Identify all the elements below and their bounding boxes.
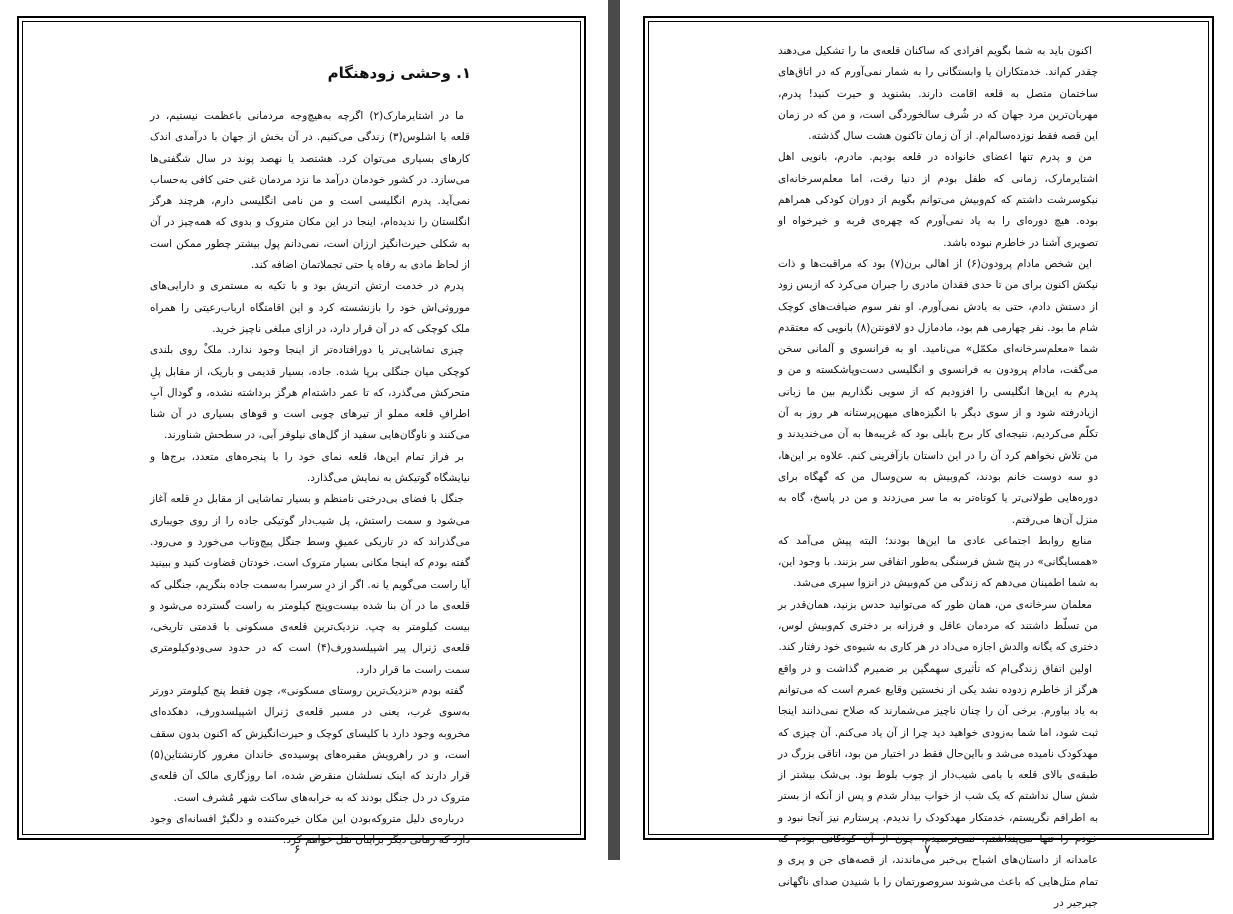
paragraph: چیزی تماشایی‌تر یا دورافتاده‌تر از اینجا وجود ندارد. ملکْ روی بلندی کوچکی میان جنگلی برپا شده. جاده، بسیار قدیمی و باریک، از مقابل پلِ متحرکش می‌گذرد، که تا عمر داشته‌ام هرگز برداشته نشده، و گودال آبِ اطرافِ قلعه مملو از تیرهای چوبی است و قوهای بسیاری در آن شنا می‌کنند و ناوگان‌هایی سفید از گل‌های نیلوفر آبی، در سطحش شناورند.	[150, 344, 470, 442]
right-page-text	[778, 41, 1098, 914]
paragraph: منابع روابط اجتماعی عادی ما این‌ها بودند؛ البته پیش می‌آمد که «همسایگانی» در پنج شش فرسنگی به‌طور اتفاقی سر بزنند. با وجود این، به شما اطمینان می‌دهم که زندگی من کم‌وبیش در انزوا سپری می‌شد.	[778, 534, 1098, 590]
paragraph: اولین اتفاق زندگی‌ام که تأثیری سهمگین بر ضمیرم گذاشت و در واقع هرگز از خاطرم زدوده نشد یکی از نخستین وقایع عمرم است که می‌توانم به یاد بیاورم. برخی آن را چنان ناچیز می‌شمارند که صلاح نمی‌دانند اینجا ثبت شود، اما شما به‌زودی خواهید دید چرا از آن یاد می‌کنم. آن چیزی که مهدکودک نامیده می‌شد و بااین‌حال فقط در اختیار من بود، اتاقی بزرگ در طبقه‌ی بالای قلعه با بامی شیب‌دار از چوب بلوط بود. بی‌شک بیشتر از شش سال نداشتم که یک شب از خواب بیدار شدم و پس از آنکه از بستر به اطرافم نگریستم، خدمتکار مهدکودک را ندیدم. پرستارم نیز آنجا نبود و خودم را تنها می‌پنداشتم. نمی‌ترسیدم، چون از آن کودکانی بودم که عامدانه از داستان‌های اشباح بی‌خبر می‌ماندند، از قصه‌های جن و پری و تمام متل‌هایی که باعث می‌شوند سروصورتمان را با شنیدن صدای ناگهانی جیرجیر در	[778, 662, 1098, 909]
paragraph: این شخص مادام پرودون(۶) از اهالی برن(۷) بود که مراقبت‌ها و ذات نیکش اکنون برای من تا حدی فقدان مادری را جبران می‌کرد که ازبس زود از دستش دادم، حتی به یادش نمی‌آورم. او نفر سوم ضیافت‌های کوچک شام ما بود. نفر چهارمی هم بود، مادمازل دو لافونتن(۸) بانویی که معتقدم شما «معلم‌سرخانه‌ای مکمّل» می‌نامید. او به فرانسوی و آلمانی سخن می‌گفت، مادام پرودون به فرانسوی و انگلیسی دست‌وپاشکسته و من و پدرم به این‌ها انگلیسی را افزودیم که از سویی نگذاریم بین ما زبانی ازیادرفته شود و از سوی دیگر با انگیزه‌های میهن‌پرستانه هر روز به آن تکلّم می‌کردیم. نتیجه‌ای کار برج بابلی بود که غریبه‌ها به آن می‌خندیدند و من تلاش نخواهم کرد آن را در این داستان بازآفرینی کنم. علاوه بر این‌ها، دو سه دوست خانم بودند، کم‌وبیش به سن‌وسال من که گهگاه برای دوره‌هایی طولانی‌تر یا کوتاه‌تر به ما سر می‌زدند و من در پاسخ، گاه به منزل آن‌ها می‌رفتم.	[778, 257, 1098, 526]
left-page-text	[150, 106, 470, 851]
paragraph: معلمان سرخانه‌ی من، همان طور که می‌توانید حدس بزنید، همان‌قدر بر من تسلّط داشتند که مردمان عاقل و فرزانه بر دختری کم‌وبیش لوس، دختری که یگانه والدش اجازه می‌داد در هر کاری به شیوه‌ی خود رفتار کند.	[778, 598, 1098, 654]
left-page-number: ۶	[294, 842, 301, 856]
paragraph: ما در اشتایرمارک(۲) اگرچه به‌هیچ‌وجه مردمانی باعظمت نیستیم، در قلعه یا اشلوس(۳) زندگی می‌کنیم. در آن بخش از جهان با درآمدی اندک کارهای بسیاری می‌توان کرد. هشتصد یا نهصد پوند در سال شگفتی‌ها می‌سازد. در کشور خودمان درآمد ما نزد مردمان غنی حتی کافی به‌حساب نمی‌آید. پدرم انگلیسی است و من نامی انگلیسی دارم، هرچند هرگز انگلستان را ندیده‌ام، اینجا در این مکان متروک و بدوی که همه‌چیز در آن به شکلی حیرت‌انگیز ارزان است، نمی‌دانم پول بیشتر چطور ممکن است از لحاظ مادی به رفاه یا حتی تجملاتمان اضافه کند.	[150, 110, 470, 272]
right-page-number: ۷	[924, 842, 931, 856]
paragraph: درباره‌ی دلیل متروکه‌بودن این مکان خیره‌کننده و دلگیرْ افسانه‌ای وجود دارد که زمانی دیگر برایتان نقل خواهم کرد.	[150, 812, 470, 847]
paragraph: پدرم در خدمت ارتش اتریش بود و با تکیه به مستمری و دارایی‌های موروثی‌اش خود را بازنشسته کرد و این اقامتگاه ارباب‌رعیتی را همراه ملک کوچکی که در آن قرار دارد، در ازای مبلغی ناچیز خرید.	[150, 280, 470, 335]
paragraph: بر فراز تمام این‌ها، قلعه نمای خود را با پنجره‌های متعدد، برج‌ها و نیایشگاه گوتیکش به نمایش می‌گذارد.	[150, 450, 470, 485]
paragraph: اکنون باید به شما بگویم افرادی که ساکنان قلعه‌ی ما را تشکیل می‌دهند چقدر کم‌اند. خدمتکاران یا وابستگانی را به شمار نمی‌آورم که در اتاق‌های ساختمان متصل به قلعه اقامت دارند. بشنوید و حیرت کنید! پدرم، مهربان‌ترین مرد جهان که در شُرف سالخوردگی است، و من که در زمان این قصه فقط نوزده‌سالم‌ام. از آن زمان تاکنون هشت سال گذشته.	[778, 45, 1098, 143]
paragraph: گفته بودم «نزدیک‌ترین روستای مسکونی»، چون فقط پنج کیلومتر دورتر به‌سوی غرب، یعنی در مسیر قلعه‌ی ژنرال اشپیلسدورف، دهکده‌ای مخروبه وجود دارد با کلیسای کوچک و حیرت‌انگیزش که اکنون بدون سقف است، و در راهرویش مقبره‌های پوسیده‌ی خاندان مغرور کارنشتاین(۵) قرار دارند که اینک نسلشان منقرض شده، اما روزگاری مالک آن قلعه‌ی متروک در دل جنگل بودند که به خرابه‌های ساکت شهر مُشرف است.	[150, 685, 470, 804]
paragraph: جنگل با فضای بی‌درختی نامنظم و بسیار تماشایی از مقابل درِ قلعه آغاز می‌شود و سمت راستش، پل شیب‌دار گوتیکی جاده را از روی جویباری می‌گذراند که در تاریکی عمیقِ وسط جنگل پیچ‌وتاب می‌خورد و می‌رود. گفته بودم که اینجا مکانی بسیار متروک است. خودتان قضاوت کنید و ببینید آیا راست می‌گویم یا نه. اگر از درِ سرسرا به‌سمت جاده بنگریم، جنگلی که قلعه‌ی ما در آن بنا شده بیست‌وپنج کیلومتر به راست گسترده می‌شود و بیست کیلومتر به چپ. نزدیک‌ترین قلعه‌ی مسکونی با قدمتی تاریخی، قلعه‌ی ژنرال پیر اشپیلسدورف(۴) است که در حدود سی‌ودوکیلومتری سمت راست ما قرار دارد.	[150, 493, 471, 676]
page-spread-divider	[608, 0, 620, 860]
paragraph: من و پدرم تنها اعضای خانواده در قلعه بودیم. مادرم، بانویی اهل اشتایرمارک، زمانی که طفل بودم از دنیا رفت، اما معلم‌سرخانه‌ای نیکوسرشت داشتم که کم‌وبیش می‌توانم بگویم از دوران کودکی همراهم بوده. هیچ دوره‌ای را به یاد نمی‌آورم که چهره‌ی فربه و خیرخواه او تصویری آشنا در خاطرم نبوده باشد.	[778, 151, 1098, 249]
chapter-title: ۱. وحشی زودهنگام	[327, 64, 471, 82]
